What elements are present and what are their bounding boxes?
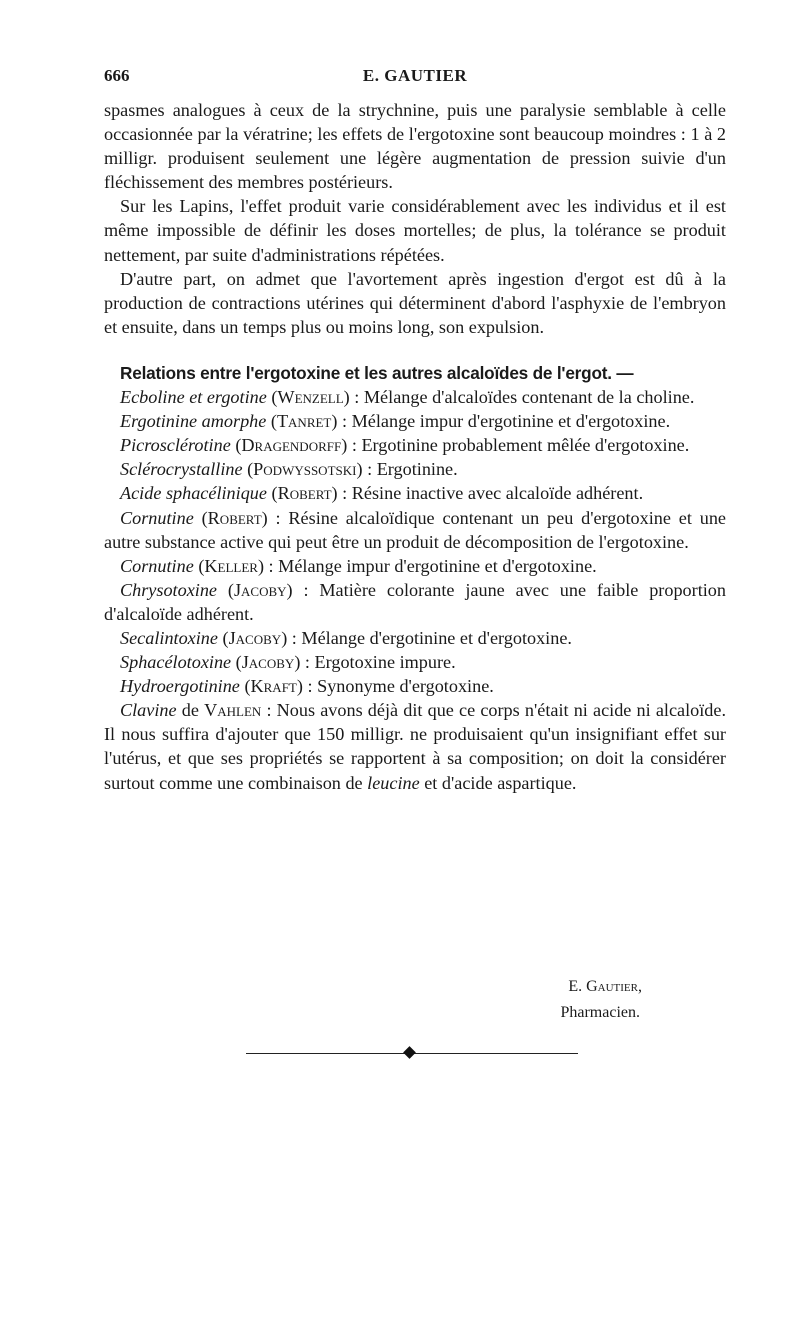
entry-text: Ergotinine probablement mêlée d'ergotoxine. [361, 435, 690, 456]
alkaloid-entry: Sphacélotoxine (Jacoby) : Ergotoxine impure. [120, 652, 456, 673]
entry-text: Mélange impur d'ergotinine et d'ergotoxine. [351, 411, 671, 432]
entry-text: Mélange impur d'ergotinine et d'ergotoxine. [278, 555, 597, 576]
alkaloid-entry: Ergotinine amorphe (Tanret) : Mélange impur d'ergotinine et d'ergotoxine. [120, 411, 671, 432]
entry-author: Jacoby [233, 579, 287, 600]
alkaloid-entry: Ecboline et ergotine (Wenzell) : Mélange d'alcaloïdes contenant de la choline. [120, 387, 695, 408]
entry-author: Robert [277, 483, 332, 504]
body-text [104, 98, 726, 795]
entry-name: Acide sphacélinique [120, 483, 267, 504]
entry-author: Podwyssotski [253, 459, 357, 480]
page-header [104, 66, 726, 90]
entry-name: Cornutine [120, 507, 194, 528]
entry-connector: de [181, 700, 199, 721]
signature-name [104, 978, 726, 996]
signature-title [104, 1004, 726, 1022]
running-title: E. GAUTIER [362, 66, 468, 85]
alkaloid-entry: Acide sphacélinique (Robert) : Résine inactive avec alcaloïde adhérent. [120, 483, 644, 504]
section-title: Relations entre l'ergotoxine et les autres alcaloïdes de l'ergot. — [120, 362, 634, 383]
alkaloid-entry: Chrysotoxine (Jacoby) : Matière colorante jaune avec une faible proportion d'alcaloïde adhérent. [104, 579, 726, 624]
entry-text: Nous avons déjà dit que ce corps n'était ni acide ni alcaloïde. Il nous suffira d'ajouter que 150 milligr. ne produisaient qu'un insignifiant effet sur l'utérus, et que ses propriétés se rapportent à sa composition; on doit la considérer surtout comme une combinaison de [104, 700, 727, 793]
signature-initial: E. [568, 978, 583, 995]
entry-name: Chrysotoxine [120, 579, 217, 600]
entry-name: Clavine [120, 700, 177, 721]
paragraph-2: Sur les Lapins, l'effet produit varie considérablement avec les individus et il est même impossible de définir les doses mortelles; de plus, la tolérance se produit nettement, par suite d'administrations répétées. [104, 196, 726, 265]
entry-author: Vahlen [204, 700, 262, 721]
entry-author: Jacoby [228, 627, 282, 648]
end-ornament-icon [403, 1046, 416, 1059]
alkaloid-list [104, 385, 726, 698]
entry-author: Tanret [276, 411, 332, 432]
section-paragraph [104, 361, 726, 385]
entry-text: Ergotoxine impure. [314, 652, 456, 673]
entry-name: Hydroergotinine [120, 676, 240, 697]
entry-name: Picrosclérotine [120, 435, 231, 456]
alkaloid-entry: Hydroergotinine (Kraft) : Synonyme d'ergotoxine. [120, 676, 494, 697]
entry-text: Résine alcaloïdique contenant un peu d'ergotoxine et une autre substance active qui peut être un produit de décomposition de l'ergotoxine. [104, 507, 726, 552]
entry-name: Secalintoxine [120, 627, 218, 648]
entry-author: Kraft [250, 676, 297, 697]
paragraph-3: D'autre part, on admet que l'avortement après ingestion d'ergot est dû à la production de contractions utérines qui déterminent d'abord l'asphyxie de l'embryon et ensuite, dans un temps plus ou moins long, son expulsion. [104, 268, 726, 337]
entry-text: Résine inactive avec alcaloïde adhérent. [351, 483, 644, 504]
page-number: 666 [104, 66, 130, 85]
entry-name: Ergotinine amorphe [120, 411, 267, 432]
entry-name: Sclérocrystalline [120, 459, 243, 480]
entry-text: Synonyme d'ergotoxine. [317, 676, 494, 697]
paragraph-1: spasmes analogues à ceux de la strychnine, puis une paralysie semblable à celle occasionnée par la vératrine; les effets de l'ergotoxine sont beaucoup moindres : 1 à 2 milligr. produisent seulement une légère augmentation de pression suivie d'un fléchissement des membres postérieurs. [104, 100, 726, 193]
entry-text-end: et d'acide aspartique. [424, 772, 577, 793]
entry-author: Keller [204, 555, 258, 576]
entry-text: Mélange d'alcaloïdes contenant de la choline. [363, 387, 695, 408]
alkaloid-entry: Cornutine (Keller) : Mélange impur d'ergotinine et d'ergotoxine. [120, 555, 597, 576]
entry-name: Ecboline et ergotine [120, 387, 267, 408]
alkaloid-entry: Cornutine (Robert) : Résine alcaloïdique contenant un peu d'ergotoxine et une autre substance active qui peut être un produit de décomposition de l'ergotoxine. [104, 507, 726, 552]
entry-author: Wenzell [277, 387, 344, 408]
entry-name: Sphacélotoxine [120, 652, 232, 673]
entry-text: Mélange d'ergotinine et d'ergotoxine. [301, 627, 572, 648]
leucine-term: leucine [367, 772, 420, 793]
entry-author: Robert [207, 507, 262, 528]
alkaloid-entry: Secalintoxine (Jacoby) : Mélange d'ergotinine et d'ergotoxine. [120, 627, 572, 648]
entry-author: Dragendorff [241, 435, 342, 456]
alkaloid-entry: Picrosclérotine (Dragendorff) : Ergotinine probablement mêlée d'ergotoxine. [120, 435, 690, 456]
entry-name: Cornutine [120, 555, 194, 576]
signature-surname: Gautier, [586, 978, 642, 995]
alkaloid-entry: Sclérocrystalline (Podwyssotski) : Ergotinine. [120, 459, 458, 480]
entry-text: Ergotinine. [376, 459, 458, 480]
signature-title-text: Pharmacien. [560, 1004, 640, 1021]
entry-author: Jacoby [241, 652, 295, 673]
clavine-entry: Clavine de Vahlen : Nous avons déjà dit que ce corps n'était ni acide ni alcaloïde. Il nous suffira d'ajouter que 150 milligr. ne produisaient qu'un insignifiant effet sur l'utérus, et que ses propriétés se rapportent à sa composition; on doit la considérer surtout comme une combinaison de leucine et d'acide aspartique. [104, 700, 727, 793]
entry-text: Matière colorante jaune avec une faible proportion d'alcaloïde adhérent. [104, 579, 726, 624]
